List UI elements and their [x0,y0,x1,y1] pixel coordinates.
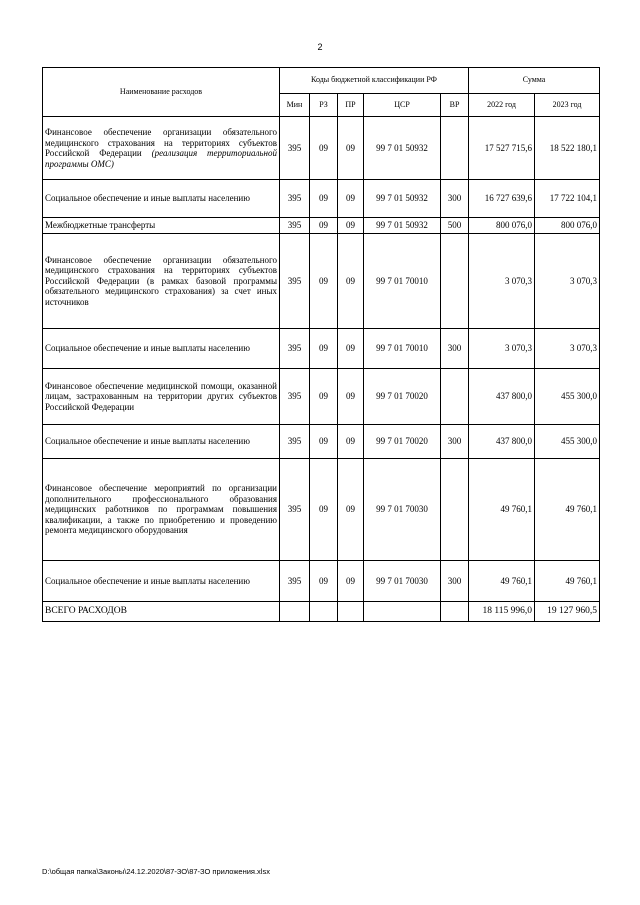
cell-pr: 09 [338,425,364,459]
expenses-table [42,67,600,622]
cell-pr: 09 [338,329,364,369]
row-name: Социальное обеспечение и иные выплаты населению [43,180,280,218]
cell-2022: 800 076,0 [469,218,535,234]
cell-min: 395 [280,561,310,602]
cell-2022: 49 760,1 [469,459,535,561]
cell-2022: 437 800,0 [469,369,535,425]
total-row [43,602,600,622]
cell-2022: 3 070,3 [469,329,535,369]
cell-2023: 17 722 104,1 [535,180,600,218]
empty-cell [441,602,469,622]
cell-csr: 99 7 01 50932 [364,180,441,218]
empty-cell [310,602,338,622]
table-row [43,180,600,218]
header-min: Мин [280,94,310,117]
row-name: Социальное обеспечение и иные выплаты населению [43,561,280,602]
cell-vr: 300 [441,329,469,369]
cell-pr: 09 [338,180,364,218]
total-label: ВСЕГО РАСХОДОВ [43,602,280,622]
cell-2023: 49 760,1 [535,561,600,602]
cell-pr: 09 [338,459,364,561]
cell-vr: 300 [441,425,469,459]
cell-min: 395 [280,180,310,218]
cell-min: 395 [280,329,310,369]
cell-pr: 09 [338,561,364,602]
cell-rz: 09 [310,425,338,459]
cell-vr: 300 [441,180,469,218]
cell-min: 395 [280,218,310,234]
cell-2023: 49 760,1 [535,459,600,561]
cell-csr: 99 7 01 70010 [364,234,441,329]
row-name: Социальное обеспечение и иные выплаты населению [43,425,280,459]
cell-csr: 99 7 01 70030 [364,459,441,561]
cell-2023: 3 070,3 [535,329,600,369]
cell-csr: 99 7 01 50932 [364,117,441,180]
cell-2022: 17 527 715,6 [469,117,535,180]
cell-pr: 09 [338,117,364,180]
cell-rz: 09 [310,117,338,180]
header-rz: РЗ [310,94,338,117]
header-csr: ЦСР [364,94,441,117]
row-name: Финансовое обеспечение медицинской помощи, оказанной лицам, застрахованным на территории других субъектов Российской Федерации [43,369,280,425]
table-row [43,425,600,459]
header-pr: ПР [338,94,364,117]
empty-cell [338,602,364,622]
table-row [43,561,600,602]
empty-cell [364,602,441,622]
cell-2023: 18 522 180,1 [535,117,600,180]
header-vr: ВР [441,94,469,117]
table-row [43,117,600,180]
cell-min: 395 [280,117,310,180]
total-2023: 19 127 960,5 [535,602,600,622]
cell-vr [441,459,469,561]
cell-vr: 300 [441,561,469,602]
cell-vr: 500 [441,218,469,234]
page-number: 2 [317,42,323,52]
row-name: Финансовое обеспечение организации обязательного медицинского страхования на территориях субъектов Российской Федерации (реализация территориальной программы ОМС) [43,117,280,180]
cell-pr: 09 [338,234,364,329]
cell-min: 395 [280,369,310,425]
header-2023: 2023 год [535,94,600,117]
cell-min: 395 [280,425,310,459]
empty-cell [280,602,310,622]
footer-file-path: D:\общая папка\Законы\24.12.2020\87-ЗО\87-ЗО приложения.xlsx [42,867,270,876]
table-row [43,369,600,425]
table-row [43,234,600,329]
cell-vr [441,369,469,425]
header-name: Наименование расходов [43,68,280,117]
total-2022: 18 115 996,0 [469,602,535,622]
cell-pr: 09 [338,218,364,234]
header-codes-group: Коды бюджетной классификации РФ [280,68,469,94]
cell-2022: 437 800,0 [469,425,535,459]
cell-rz: 09 [310,329,338,369]
header-sum-group: Сумма [469,68,600,94]
cell-rz: 09 [310,459,338,561]
cell-csr: 99 7 01 70030 [364,561,441,602]
table-row [43,329,600,369]
row-name: Социальное обеспечение и иные выплаты населению [43,329,280,369]
cell-rz: 09 [310,561,338,602]
cell-2023: 455 300,0 [535,369,600,425]
cell-rz: 09 [310,218,338,234]
header-2022: 2022 год [469,94,535,117]
cell-2023: 800 076,0 [535,218,600,234]
cell-min: 395 [280,459,310,561]
row-name: Финансовое обеспечение мероприятий по организации дополнительного профессионального образования медицинских работников по программам повышения квалификации, а также по приобретению и проведению ремонта медицинского оборудования [43,459,280,561]
table-row [43,459,600,561]
cell-rz: 09 [310,180,338,218]
cell-vr [441,117,469,180]
cell-2023: 3 070,3 [535,234,600,329]
cell-csr: 99 7 01 50932 [364,218,441,234]
cell-csr: 99 7 01 70020 [364,425,441,459]
cell-pr: 09 [338,369,364,425]
table-row [43,218,600,234]
cell-rz: 09 [310,369,338,425]
cell-min: 395 [280,234,310,329]
cell-2022: 49 760,1 [469,561,535,602]
row-name-note: (реализация территориальной программы ОМС) [45,148,277,169]
cell-csr: 99 7 01 70020 [364,369,441,425]
cell-2022: 3 070,3 [469,234,535,329]
row-name: Финансовое обеспечение организации обязательного медицинского страхования на территориях субъектов Российской Федерации (в рамках базовой программы обязательного медицинского страхования) за счет иных источников [43,234,280,329]
cell-vr [441,234,469,329]
cell-csr: 99 7 01 70010 [364,329,441,369]
cell-2023: 455 300,0 [535,425,600,459]
cell-2022: 16 727 639,6 [469,180,535,218]
cell-rz: 09 [310,234,338,329]
row-name: Межбюджетные трансферты [43,218,280,234]
